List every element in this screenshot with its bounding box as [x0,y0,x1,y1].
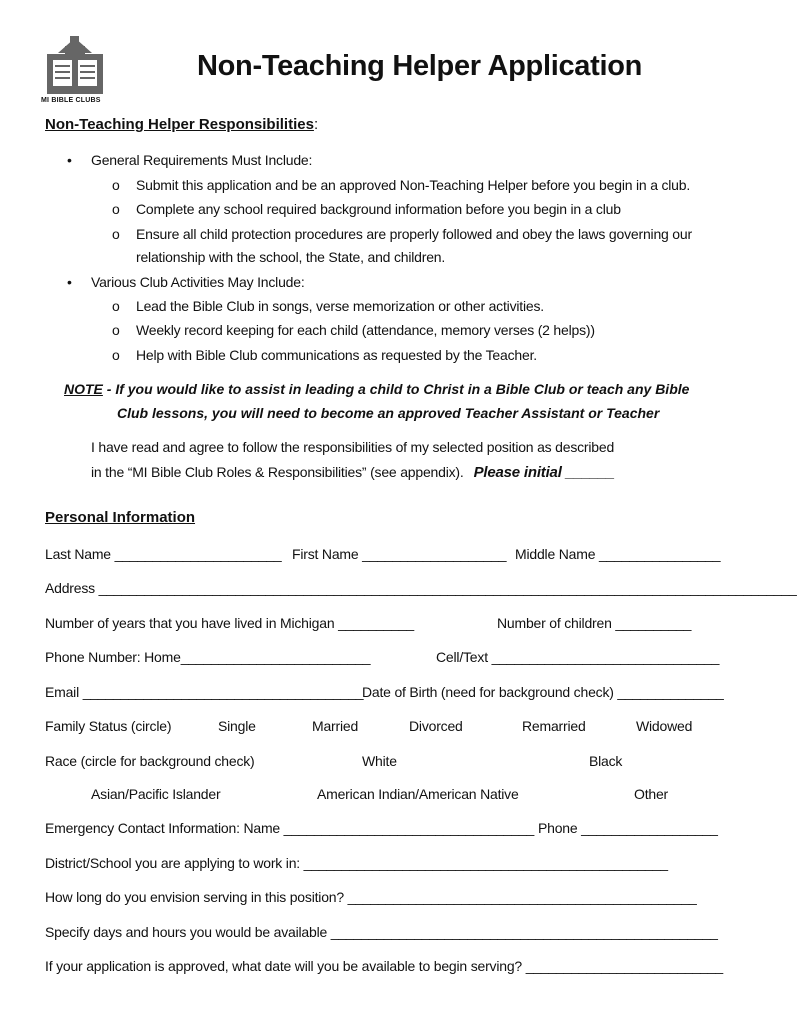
initial-field[interactable]: Please initial ______ [473,464,615,481]
cell-field[interactable]: Cell/Text ______________________________ [436,649,720,665]
years-michigan-field[interactable]: Number of years that you have lived in Michigan __________ [45,615,414,631]
family-status-remarried[interactable]: Remarried [522,718,586,734]
dob-field[interactable]: Date of Birth (need for background check) ______________ [362,684,724,700]
bullet-icon: • [67,152,72,168]
race-white[interactable]: White [362,753,397,769]
race-black[interactable]: Black [589,753,623,769]
note-line-1 [64,381,689,397]
emergency-name-field[interactable]: Emergency Contact Information: Name _________________________________ [45,820,535,836]
middle-name-field[interactable]: Middle Name ________________ [515,546,721,562]
first-name-field[interactable]: First Name ___________________ [292,546,507,562]
sub-bullet-icon: o [112,322,120,338]
list-item: Help with Bible Club communications as requested by the Teacher. [136,347,537,363]
sub-bullet-icon: o [112,201,120,217]
sub-bullet-icon: o [112,226,120,242]
last-name-field[interactable]: Last Name ______________________ [45,546,282,562]
race-label: Race (circle for background check) [45,753,255,769]
start-date-field[interactable]: If your application is approved, what date will you be available to begin serving? __________________________ [45,958,723,974]
logo-caption: MI BIBLE CLUBS [41,97,101,104]
personal-info-heading: Personal Information [45,509,196,526]
emergency-phone-field[interactable]: Phone __________________ [538,820,718,836]
list-item: Lead the Bible Club in songs, verse memorization or other activities. [136,298,544,314]
heading-colon: : [313,116,319,133]
agreement-line-1: I have read and agree to follow the responsibilities of my selected position as described [91,439,615,455]
race-asian[interactable]: Asian/Pacific Islander [91,786,221,802]
sub-bullet-icon: o [112,347,120,363]
race-american-indian[interactable]: American Indian/American Native [317,786,519,802]
list-item: Ensure all child protection procedures are properly followed and obey the laws governing our [136,226,692,242]
list-item: Weekly record keeping for each child (attendance, memory verses (2 helps)) [136,322,595,338]
how-long-field[interactable]: How long do you envision serving in this position? ______________________________________________ [45,889,697,905]
num-children-field[interactable]: Number of children __________ [497,615,692,631]
activities-heading: Various Club Activities May Include: [91,274,305,290]
district-field[interactable]: District/School you are applying to work in: ________________________________________________ [45,855,668,871]
family-status-label: Family Status (circle) [45,718,172,734]
phone-home-field[interactable]: Phone Number: Home_________________________ [45,649,371,665]
general-requirements-heading: General Requirements Must Include: [91,152,313,168]
race-other[interactable]: Other [634,786,669,802]
family-status-single[interactable]: Single [218,718,256,734]
sub-bullet-icon: o [112,177,120,193]
page-title: Non-Teaching Helper Application [197,50,643,82]
responsibilities-heading: Non-Teaching Helper Responsibilities [45,116,314,133]
note-label: NOTE [64,381,103,397]
note-line-2: Club lessons, you will need to become an approved Teacher Assistant or Teacher [117,405,660,421]
list-item: Complete any school required background information before you begin in a club [136,201,621,217]
agreement-text: in the “MI Bible Club Roles & Responsibilities” (see appendix). [91,464,464,480]
responsibilities-heading-wrap [45,116,318,134]
note-text-1: - If you would like to assist in leading a child to Christ in a Bible Club or teach any Bible [102,381,690,397]
family-status-married[interactable]: Married [312,718,359,734]
agreement-line-2 [91,464,614,481]
family-status-widowed[interactable]: Widowed [636,718,693,734]
days-hours-field[interactable]: Specify days and hours you would be available ___________________________________________________ [45,924,718,940]
list-item-continued: relationship with the school, the State, and children. [136,249,446,265]
list-item: Submit this application and be an approved Non-Teaching Helper before you begin in a club. [136,177,691,193]
family-status-divorced[interactable]: Divorced [409,718,463,734]
email-field[interactable]: Email _____________________________________ [45,684,364,700]
address-field[interactable]: Address ____________________________________________________________________________________________ [45,580,797,596]
bullet-icon: • [67,274,72,290]
sub-bullet-icon: o [112,298,120,314]
